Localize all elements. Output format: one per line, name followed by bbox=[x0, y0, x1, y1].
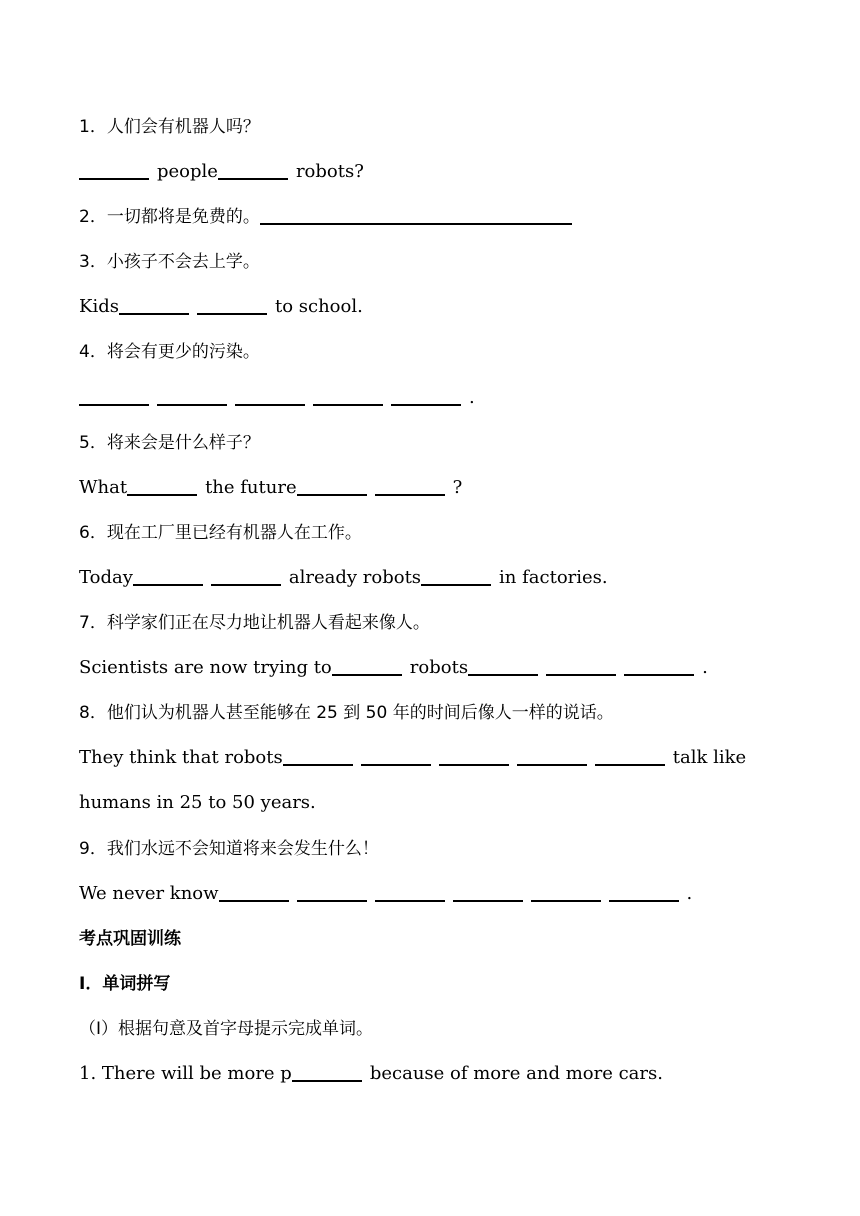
answer-blank[interactable] bbox=[197, 293, 267, 315]
q8-chinese: 8．他们认为机器人甚至能够在 25 到 50 年的时间后像人一样的说话。 bbox=[79, 703, 614, 724]
q9-chinese: 9．我们水远不会知道将来会发生什么！ bbox=[79, 838, 379, 859]
q9-english: We never know . bbox=[79, 877, 779, 922]
q2-chinese: 2．一切都将是免费的。 bbox=[79, 207, 260, 228]
answer-blank[interactable] bbox=[219, 880, 289, 902]
q6-english: Today already robots in factories. bbox=[79, 561, 779, 606]
answer-blank-long[interactable] bbox=[260, 203, 572, 225]
answer-blank[interactable] bbox=[292, 1060, 362, 1082]
answer-blank[interactable] bbox=[79, 384, 149, 406]
answer-blank[interactable] bbox=[375, 880, 445, 902]
answer-blank[interactable] bbox=[332, 654, 402, 676]
q3-chinese: 3．小孩子不会去上学。 bbox=[79, 252, 260, 273]
answer-blank[interactable] bbox=[609, 880, 679, 902]
answer-blank[interactable] bbox=[283, 744, 353, 766]
part-title: I．单词拼写 bbox=[79, 973, 171, 994]
q2-line bbox=[79, 200, 779, 245]
q3-english: Kids to school. bbox=[79, 290, 779, 335]
answer-blank[interactable] bbox=[531, 880, 601, 902]
answer-blank[interactable] bbox=[235, 384, 305, 406]
q5-english: What the future ? bbox=[79, 471, 779, 516]
answer-blank[interactable] bbox=[313, 384, 383, 406]
answer-blank[interactable] bbox=[297, 474, 367, 496]
q8-english-cont: humans in 25 to 50 years. bbox=[79, 792, 316, 814]
answer-blank[interactable] bbox=[624, 654, 694, 676]
answer-blank[interactable] bbox=[517, 744, 587, 766]
answer-blank[interactable] bbox=[391, 384, 461, 406]
q4-chinese: 4．将会有更少的污染。 bbox=[79, 342, 260, 363]
answer-blank[interactable] bbox=[211, 564, 281, 586]
answer-blank[interactable] bbox=[546, 654, 616, 676]
answer-blank[interactable] bbox=[297, 880, 367, 902]
answer-blank[interactable] bbox=[79, 158, 149, 180]
q7-english: Scientists are now trying to robots . bbox=[79, 651, 779, 696]
q1-chinese: 1．人们会有机器人吗？ bbox=[79, 117, 260, 137]
q8-english: They think that robots talk like bbox=[79, 741, 779, 786]
answer-blank[interactable] bbox=[133, 564, 203, 586]
answer-blank[interactable] bbox=[361, 744, 431, 766]
answer-blank[interactable] bbox=[157, 384, 227, 406]
answer-blank[interactable] bbox=[468, 654, 538, 676]
exercise-1: 1. There will be more p because of more and more cars. bbox=[79, 1057, 779, 1102]
answer-blank[interactable] bbox=[421, 564, 491, 586]
q7-chinese: 7．科学家们正在尽力地让机器人看起来像人。 bbox=[79, 613, 430, 634]
q4-english: . bbox=[79, 381, 779, 426]
worksheet bbox=[79, 110, 779, 1102]
section-title: 考点巩固训练 bbox=[79, 928, 181, 949]
q5-chinese: 5．将来会是什么样子？ bbox=[79, 432, 260, 453]
answer-blank[interactable] bbox=[595, 744, 665, 766]
answer-blank[interactable] bbox=[119, 293, 189, 315]
q6-chinese: 6．现在工厂里已经有机器人在工作。 bbox=[79, 522, 362, 543]
answer-blank[interactable] bbox=[127, 474, 197, 496]
answer-blank[interactable] bbox=[453, 880, 523, 902]
q1-english: people robots? bbox=[79, 155, 779, 200]
answer-blank[interactable] bbox=[375, 474, 445, 496]
answer-blank[interactable] bbox=[218, 158, 288, 180]
part-instruction: （I）根据句意及首字母提示完成单词。 bbox=[79, 1018, 374, 1039]
answer-blank[interactable] bbox=[439, 744, 509, 766]
